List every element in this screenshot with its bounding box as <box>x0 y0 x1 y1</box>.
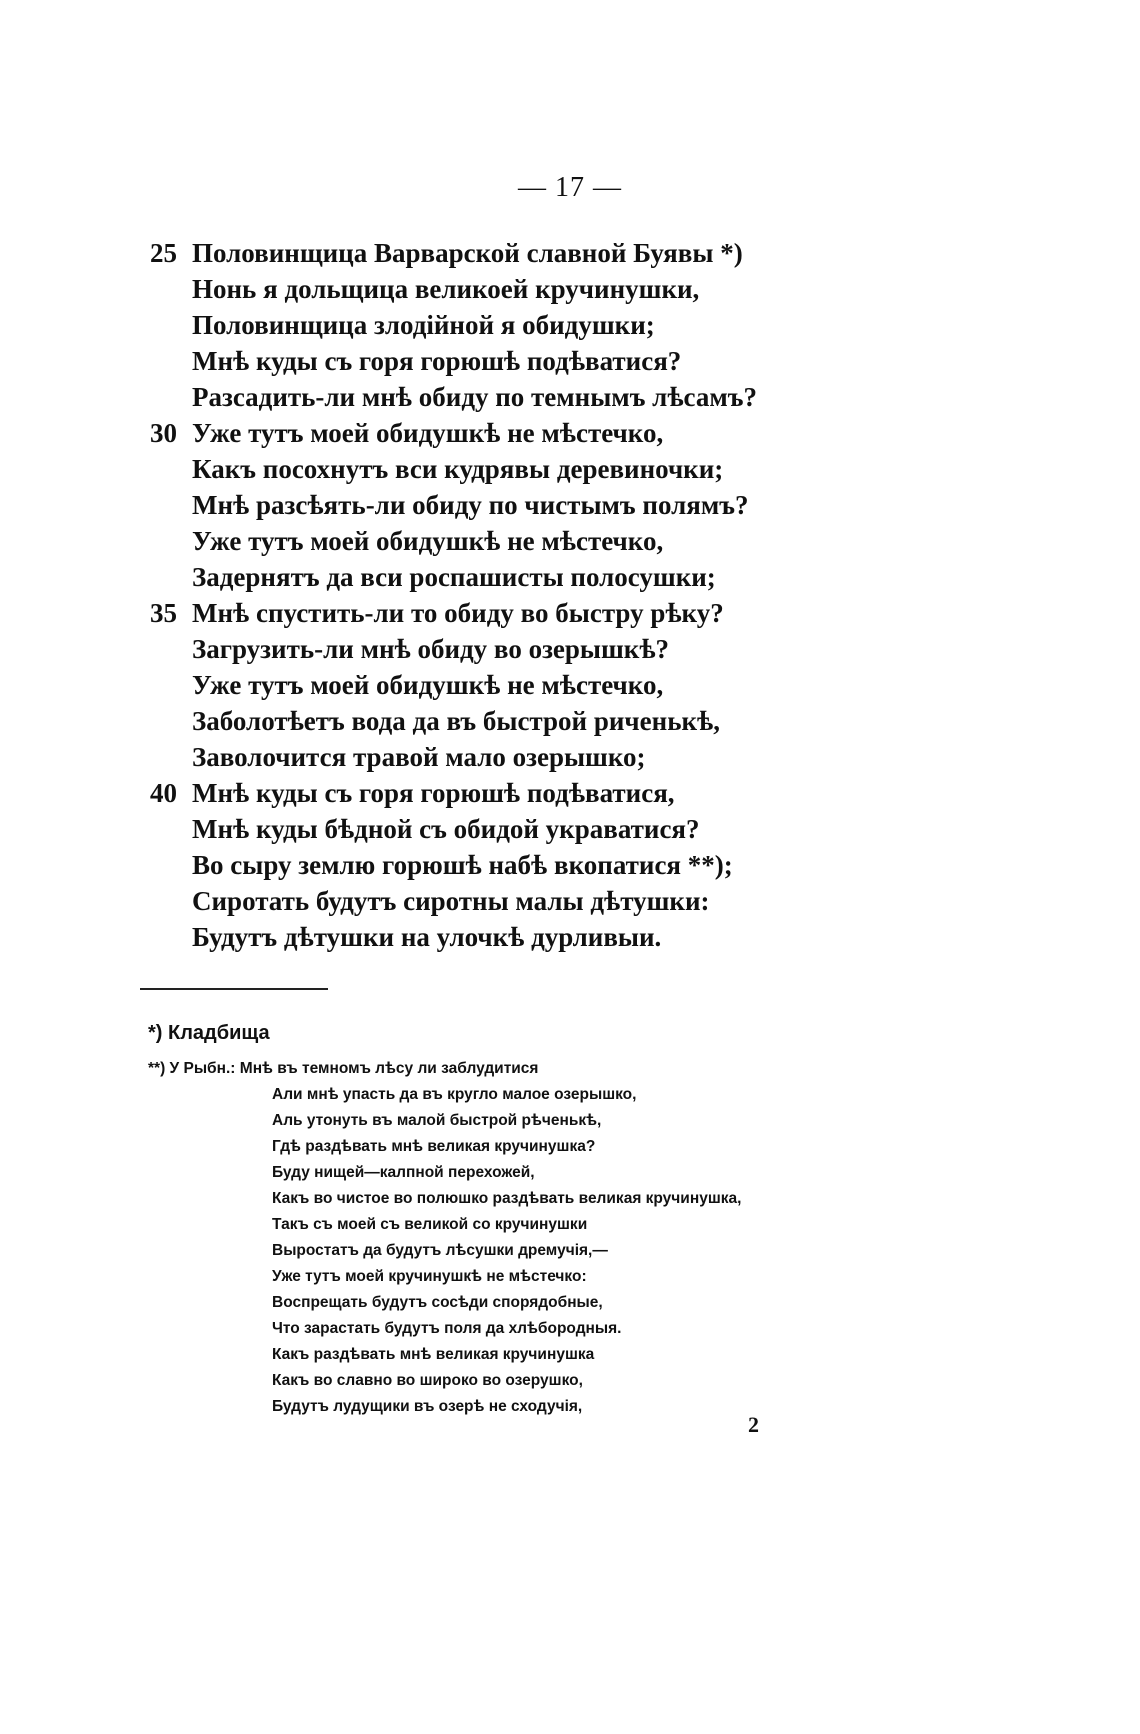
verse-line <box>150 811 910 847</box>
footnote-b-first-line: Мнѣ въ темномъ лѣсу ли заблудитися <box>239 1060 539 1077</box>
verse-line <box>150 451 910 487</box>
line-number: 25 <box>150 238 177 268</box>
verse-line <box>150 235 910 271</box>
footnote-b-line: Выростатъ да будутъ лѣсушки дремучія,— <box>272 1242 608 1259</box>
line-number: 40 <box>150 778 177 808</box>
verse-line <box>150 379 910 415</box>
line-text: Какъ посохнутъ вси кудрявы деревиночки; <box>192 454 724 484</box>
footnotes <box>148 1018 848 1420</box>
line-text: Заволочится травой мало озерышко; <box>192 742 646 772</box>
verse-line <box>150 415 910 451</box>
footnote-b-line: Буду нищей—калпной перехожей, <box>272 1164 535 1181</box>
verse-line <box>150 559 910 595</box>
line-text: Задернятъ да вси роспашисты полосушки; <box>192 562 716 592</box>
verse-line <box>150 343 910 379</box>
footnote-b <box>148 1056 848 1420</box>
footnote-b-line: Что зарастать будутъ поля да хлѣбородныя. <box>272 1320 622 1337</box>
verse-line <box>150 739 910 775</box>
verse-line <box>150 271 910 307</box>
line-text: Половинщица злодійной я обидушки; <box>192 310 655 340</box>
verse-block <box>150 235 910 955</box>
verse-line <box>150 703 910 739</box>
line-text: Разсадить-ли мнѣ обиду по темнымъ лѣсамъ? <box>192 382 757 412</box>
footnote-b-line: Али мнѣ упасть да въ кругло малое озерышко, <box>272 1086 637 1103</box>
footnote-b-line: Аль утонуть въ малой быстрой рѣченькѣ, <box>272 1112 602 1129</box>
verse-line <box>150 487 910 523</box>
line-text: Заболотѣетъ вода да въ быстрой риченькѣ, <box>192 706 720 736</box>
line-text: Нонь я дольщица великоей кручинушки, <box>192 274 700 304</box>
line-text: Мнѣ куды бѣдной съ обидой украватися? <box>192 814 700 844</box>
verse-line <box>150 307 910 343</box>
footnote-b-lines <box>148 1082 848 1420</box>
signature-mark: 2 <box>748 1412 759 1437</box>
footnote-b-line: Гдѣ раздѣвать мнѣ великая кручинушка? <box>272 1138 596 1155</box>
page-number: — 17 — <box>518 172 622 203</box>
footnote-a: *) Кладбища <box>148 1022 270 1044</box>
line-text: Мнѣ куды съ горя горюшѣ подѣватися, <box>192 778 675 808</box>
footnote-b-line: Какъ во славно во широко во озерушко, <box>272 1372 583 1389</box>
footnote-b-line: Какъ раздѣвать мнѣ великая кручинушка <box>272 1346 595 1363</box>
line-number: 30 <box>150 418 177 448</box>
verse-line <box>150 847 910 883</box>
footnote-b-line: Воспрещать будутъ сосѣди спорядобные, <box>272 1294 603 1311</box>
verse-line <box>150 523 910 559</box>
line-text: Мнѣ спустить-ли то обиду во быстру рѣку? <box>192 598 724 628</box>
line-text: Уже тутъ моей обидушкѣ не мѣстечко, <box>192 526 664 556</box>
line-text: Загрузить-ли мнѣ обиду во озерышкѣ? <box>192 634 670 664</box>
line-text: Мнѣ куды съ горя горюшѣ подѣватися? <box>192 346 682 376</box>
verse-line <box>150 595 910 631</box>
line-text: Уже тутъ моей обидушкѣ не мѣстечко, <box>192 670 664 700</box>
verse-line <box>150 919 910 955</box>
footnote-b-line: Будутъ лудущики въ озерѣ не сходучія, <box>272 1398 583 1415</box>
footnote-b-label: **) У Рыбн.: <box>148 1060 236 1077</box>
verse-line <box>150 775 910 811</box>
footnote-b-line: Уже тутъ моей кручинушкѣ не мѣстечко: <box>272 1268 587 1285</box>
line-text: Сиротать будутъ сиротны малы дѣтушки: <box>192 886 710 916</box>
verse-line <box>150 883 910 919</box>
verse-line <box>150 667 910 703</box>
line-text: Мнѣ разсѣять-ли обиду по чистымъ полямъ? <box>192 490 749 520</box>
line-text: Во сыру землю горюшѣ набѣ вкопатися **); <box>192 850 733 880</box>
verse-line <box>150 631 910 667</box>
line-text: Половинщица Варварской славной Буявы *) <box>192 238 743 268</box>
line-text: Уже тутъ моей обидушкѣ не мѣстечко, <box>192 418 664 448</box>
line-text: Будутъ дѣтушки на улочкѣ дурливыи. <box>192 922 662 952</box>
footnote-b-line: Такъ съ моей съ великой со кручинушки <box>272 1216 588 1233</box>
footnote-divider <box>140 988 328 990</box>
footnote-b-head <box>148 1056 848 1082</box>
line-number: 35 <box>150 598 177 628</box>
footnote-b-line: Какъ во чистое во полюшко раздѣвать великая кручинушка, <box>272 1190 742 1207</box>
